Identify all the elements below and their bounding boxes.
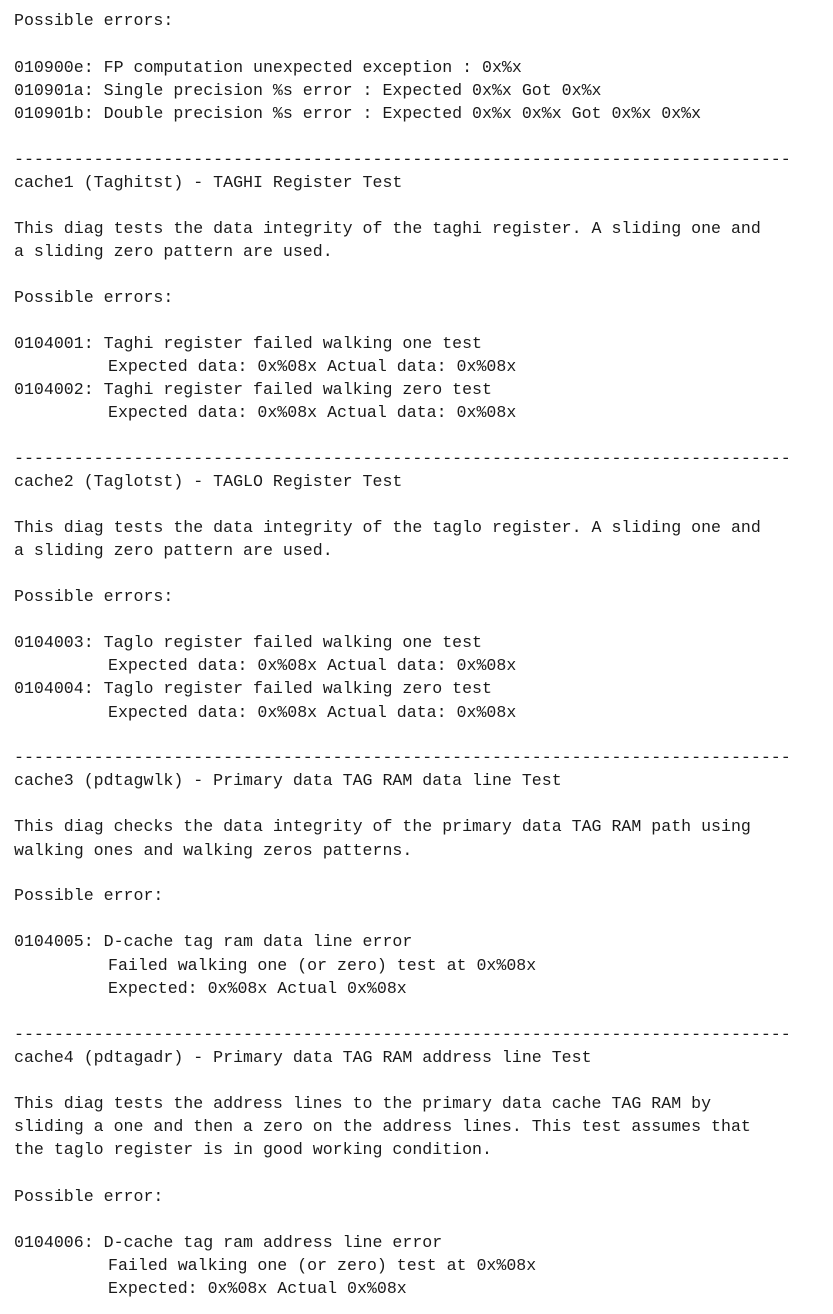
- error-detail-line: Failed walking one (or zero) test at 0x%08x: [108, 1256, 537, 1275]
- error-detail-line: Failed walking one (or zero) test at 0x%08x: [108, 956, 537, 975]
- error-detail-line: Expected data: 0x%08x Actual data: 0x%08x: [108, 656, 517, 675]
- section-title: cache1 (Taghitst) - TAGHI Register Test: [14, 173, 403, 192]
- description-line: This diag tests the data integrity of the taglo register. A sliding one and: [14, 518, 761, 537]
- error-line: 010901b: Double precision %s error : Expected 0x%x 0x%x Got 0x%x 0x%x: [14, 104, 702, 123]
- separator: ------------------------------------------------------------------------------: [14, 449, 791, 468]
- separator: ------------------------------------------------------------------------------: [14, 150, 791, 169]
- description-line: the taglo register is in good working condition.: [14, 1140, 492, 1159]
- section-title: cache2 (Taglotst) - TAGLO Register Test: [14, 472, 403, 491]
- error-line: 0104002: Taghi register failed walking zero test: [14, 380, 492, 399]
- error-detail-line: Expected data: 0x%08x Actual data: 0x%08x: [108, 403, 517, 422]
- error-detail-line: Expected: 0x%08x Actual 0x%08x: [108, 1279, 407, 1298]
- error-detail-line: Expected: 0x%08x Actual 0x%08x: [108, 979, 407, 998]
- description-line: a sliding zero pattern are used.: [14, 541, 333, 560]
- description-line: a sliding zero pattern are used.: [14, 242, 333, 261]
- description-line: sliding a one and then a zero on the address lines. This test assumes that: [14, 1117, 751, 1136]
- error-detail-line: Expected data: 0x%08x Actual data: 0x%08x: [108, 703, 517, 722]
- description-line: This diag checks the data integrity of the primary data TAG RAM path using: [14, 817, 751, 836]
- error-line: 0104001: Taghi register failed walking one test: [14, 334, 483, 353]
- error-line: 010900e: FP computation unexpected exception : 0x%x: [14, 58, 522, 77]
- description-line: This diag tests the data integrity of the taghi register. A sliding one and: [14, 219, 761, 238]
- section-title: cache3 (pdtagwlk) - Primary data TAG RAM data line Test: [14, 771, 562, 790]
- errors-heading: Possible errors:: [14, 11, 174, 30]
- separator: ------------------------------------------------------------------------------: [14, 1025, 791, 1044]
- error-line: 0104005: D-cache tag ram data line error: [14, 932, 413, 951]
- errors-heading: Possible error:: [14, 1187, 164, 1206]
- errors-heading: Possible error:: [14, 886, 164, 905]
- error-line: 0104003: Taglo register failed walking one test: [14, 633, 483, 652]
- error-line: 0104004: Taglo register failed walking zero test: [14, 679, 492, 698]
- description-line: walking ones and walking zeros patterns.: [14, 841, 413, 860]
- errors-heading: Possible errors:: [14, 288, 174, 307]
- error-detail-line: Expected data: 0x%08x Actual data: 0x%08x: [108, 357, 517, 376]
- error-line: 010901a: Single precision %s error : Expected 0x%x Got 0x%x: [14, 81, 602, 100]
- description-line: This diag tests the address lines to the primary data cache TAG RAM by: [14, 1094, 712, 1113]
- separator: ------------------------------------------------------------------------------: [14, 748, 791, 767]
- errors-heading: Possible errors:: [14, 587, 174, 606]
- error-line: 0104006: D-cache tag ram address line error: [14, 1233, 443, 1252]
- section-title: cache4 (pdtagadr) - Primary data TAG RAM address line Test: [14, 1048, 592, 1067]
